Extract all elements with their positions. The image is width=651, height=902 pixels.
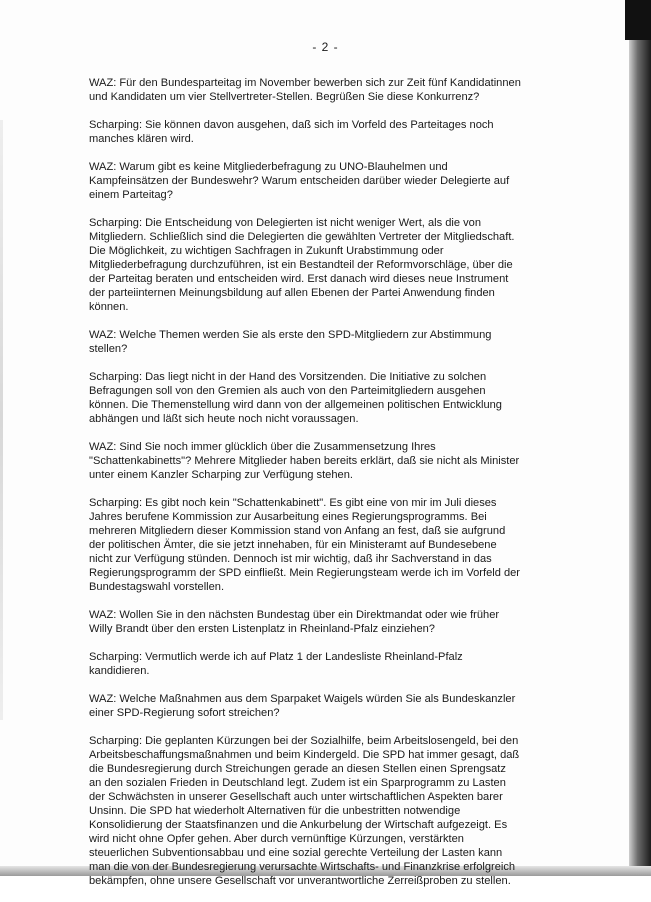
paragraph-text: Vermutlich werde ich auf Platz 1 der Landesliste Rheinland-Pfalz kandidieren.	[89, 651, 463, 677]
scan-edge-right	[629, 0, 651, 876]
speaker-label: Scharping:	[89, 735, 143, 747]
scan-edge-left	[0, 120, 3, 720]
speaker-label: Scharping:	[89, 371, 143, 383]
speaker-label: Scharping:	[89, 651, 143, 663]
paragraph-scharping-answer	[89, 734, 521, 888]
paragraph-scharping-answer	[89, 370, 521, 426]
paragraph-text: Die geplanten Kürzungen bei der Sozialhilfe, beim Arbeitslosengeld, bei den Arbeitsbeschaffungsmaßnahmen und beim Kindergeld. Die SPD hat immer gesagt, daß die Bundesregierung durch Streichungen gerade an diesen Stellen einen Sprengsatz an den sozialen Frieden in Deutschland legt. Zudem ist ein Sparprogramm zu Lasten der Schwächsten in unserer Gesellschaft auch unter wirtschaftlichen Aspekten barer Unsinn. Die SPD hat wiederholt Alternativen für die unbestritten notwendige Konsolidierung der Staatsfinanzen und die Ankurbelung der Wirtschaft aufgezeigt. Es wird nicht ohne Opfer gehen. Aber durch vernünftige Kürzungen, verstärkten steuerlichen Subventionsabbau und eine sozial gerechte Verteilung der Lasten kann man die von der Bundesregierung verursachte Wirtschafts- und Finanzkrise erfolgreich bekämpfen, ohne unsere Gesellschaft vor unverantwortliche Zerreißproben zu stellen.	[89, 735, 520, 887]
paragraph-text: Wollen Sie in den nächsten Bundestag über ein Direktmandat oder wie früher Willy Brandt über den ersten Listenplatz in Rheinland-Pfalz einziehen?	[89, 609, 500, 635]
speaker-label: WAZ:	[89, 441, 117, 453]
speaker-label: Scharping:	[89, 217, 143, 229]
paragraph-scharping-answer	[89, 496, 521, 594]
speaker-label: WAZ:	[89, 161, 117, 173]
speaker-label: Scharping:	[89, 497, 143, 509]
paragraph-text: Welche Maßnahmen aus dem Sparpaket Waigels würden Sie als Bundeskanzler einer SPD-Regierung sofort streichen?	[89, 693, 516, 719]
speaker-label: WAZ:	[89, 77, 117, 89]
scan-corner-dark	[625, 0, 651, 40]
paragraph-text: Welche Themen werden Sie als erste den SPD-Mitgliedern zur Abstimmung stellen?	[89, 329, 492, 355]
paragraph-waz-question	[89, 440, 521, 482]
paragraph-scharping-answer	[89, 118, 521, 146]
paragraph-waz-question	[89, 692, 521, 720]
speaker-label: WAZ:	[89, 329, 117, 341]
interview-text	[89, 76, 521, 902]
paragraph-text: Sie können davon ausgehen, daß sich im Vorfeld des Parteitages noch manches klären wird.	[89, 119, 494, 145]
paragraph-text: Für den Bundesparteitag im November bewerben sich zur Zeit fünf Kandidatinnen und Kandidaten um vier Stellvertreter-Stellen. Begrüßen Sie diese Konkurrenz?	[89, 77, 521, 103]
page-number: - 2 -	[312, 40, 339, 54]
paragraph-waz-question	[89, 160, 521, 202]
paragraph-scharping-answer	[89, 650, 521, 678]
paragraph-text: Die Entscheidung von Delegierten ist nicht weniger Wert, als die von Mitgliedern. Schließlich sind die Delegierten die gewählten Vertreter der Mitgliedschaft. Die Möglichkeit, zu wichtigen Sachfragen in Zukunft Urabstimmung oder Mitgliederbefragung durchzuführen, ist ein Bestandteil der Reformvorschläge, über die der Parteitag beraten und entscheiden wird. Erst danach wird dieses neue Instrument der parteiinternen Meinungsbildung auf allen Ebenen der Partei Anwendung finden können.	[89, 217, 515, 313]
paragraph-text: Das liegt nicht in der Hand des Vorsitzenden. Die Initiative zu solchen Befragungen soll von den Gremien als auch von den Parteimitgliedern ausgehen können. Die Themenstellung wird dann von der allgemeinen politischen Entwicklung abhängen und läßt sich heute noch nicht voraussagen.	[89, 371, 502, 425]
paragraph-waz-question	[89, 76, 521, 104]
speaker-label: WAZ:	[89, 609, 117, 621]
speaker-label: WAZ:	[89, 693, 117, 705]
paragraph-text: Sind Sie noch immer glücklich über die Zusammensetzung Ihres "Schattenkabinetts"? Mehrere Mitglieder haben bereits erklärt, daß sie nicht als Minister unter einem Kanzler Scharping zur Verfügung stehen.	[89, 441, 520, 481]
paragraph-scharping-answer	[89, 216, 521, 314]
paragraph-text: Warum gibt es keine Mitgliederbefragung zu UNO-Blauhelmen und Kampfeinsätzen der Bundeswehr? Warum entscheiden darüber wieder Delegierte auf einem Parteitag?	[89, 161, 510, 201]
paragraph-waz-question	[89, 328, 521, 356]
paragraph-waz-question	[89, 608, 521, 636]
speaker-label: Scharping:	[89, 119, 143, 131]
paragraph-text: Es gibt noch kein "Schattenkabinett". Es gibt eine von mir im Juli dieses Jahres berufene Kommission zur Ausarbeitung eines Regierungsprogramms. Bei mehreren Mitgliedern dieser Kommission stand von Anfang an fest, daß sie aufgrund der politischen Ämter, die sie jetzt innehaben, für ein Ministeramt auf Bundesebene nicht zur Verfügung stünden. Dennoch ist mir wichtig, daß ihr Sachverstand in das Regierungsprogramm der SPD einfließt. Mein Regierungsteam werde ich im Vorfeld der Bundestagswahl vorstellen.	[89, 497, 520, 593]
